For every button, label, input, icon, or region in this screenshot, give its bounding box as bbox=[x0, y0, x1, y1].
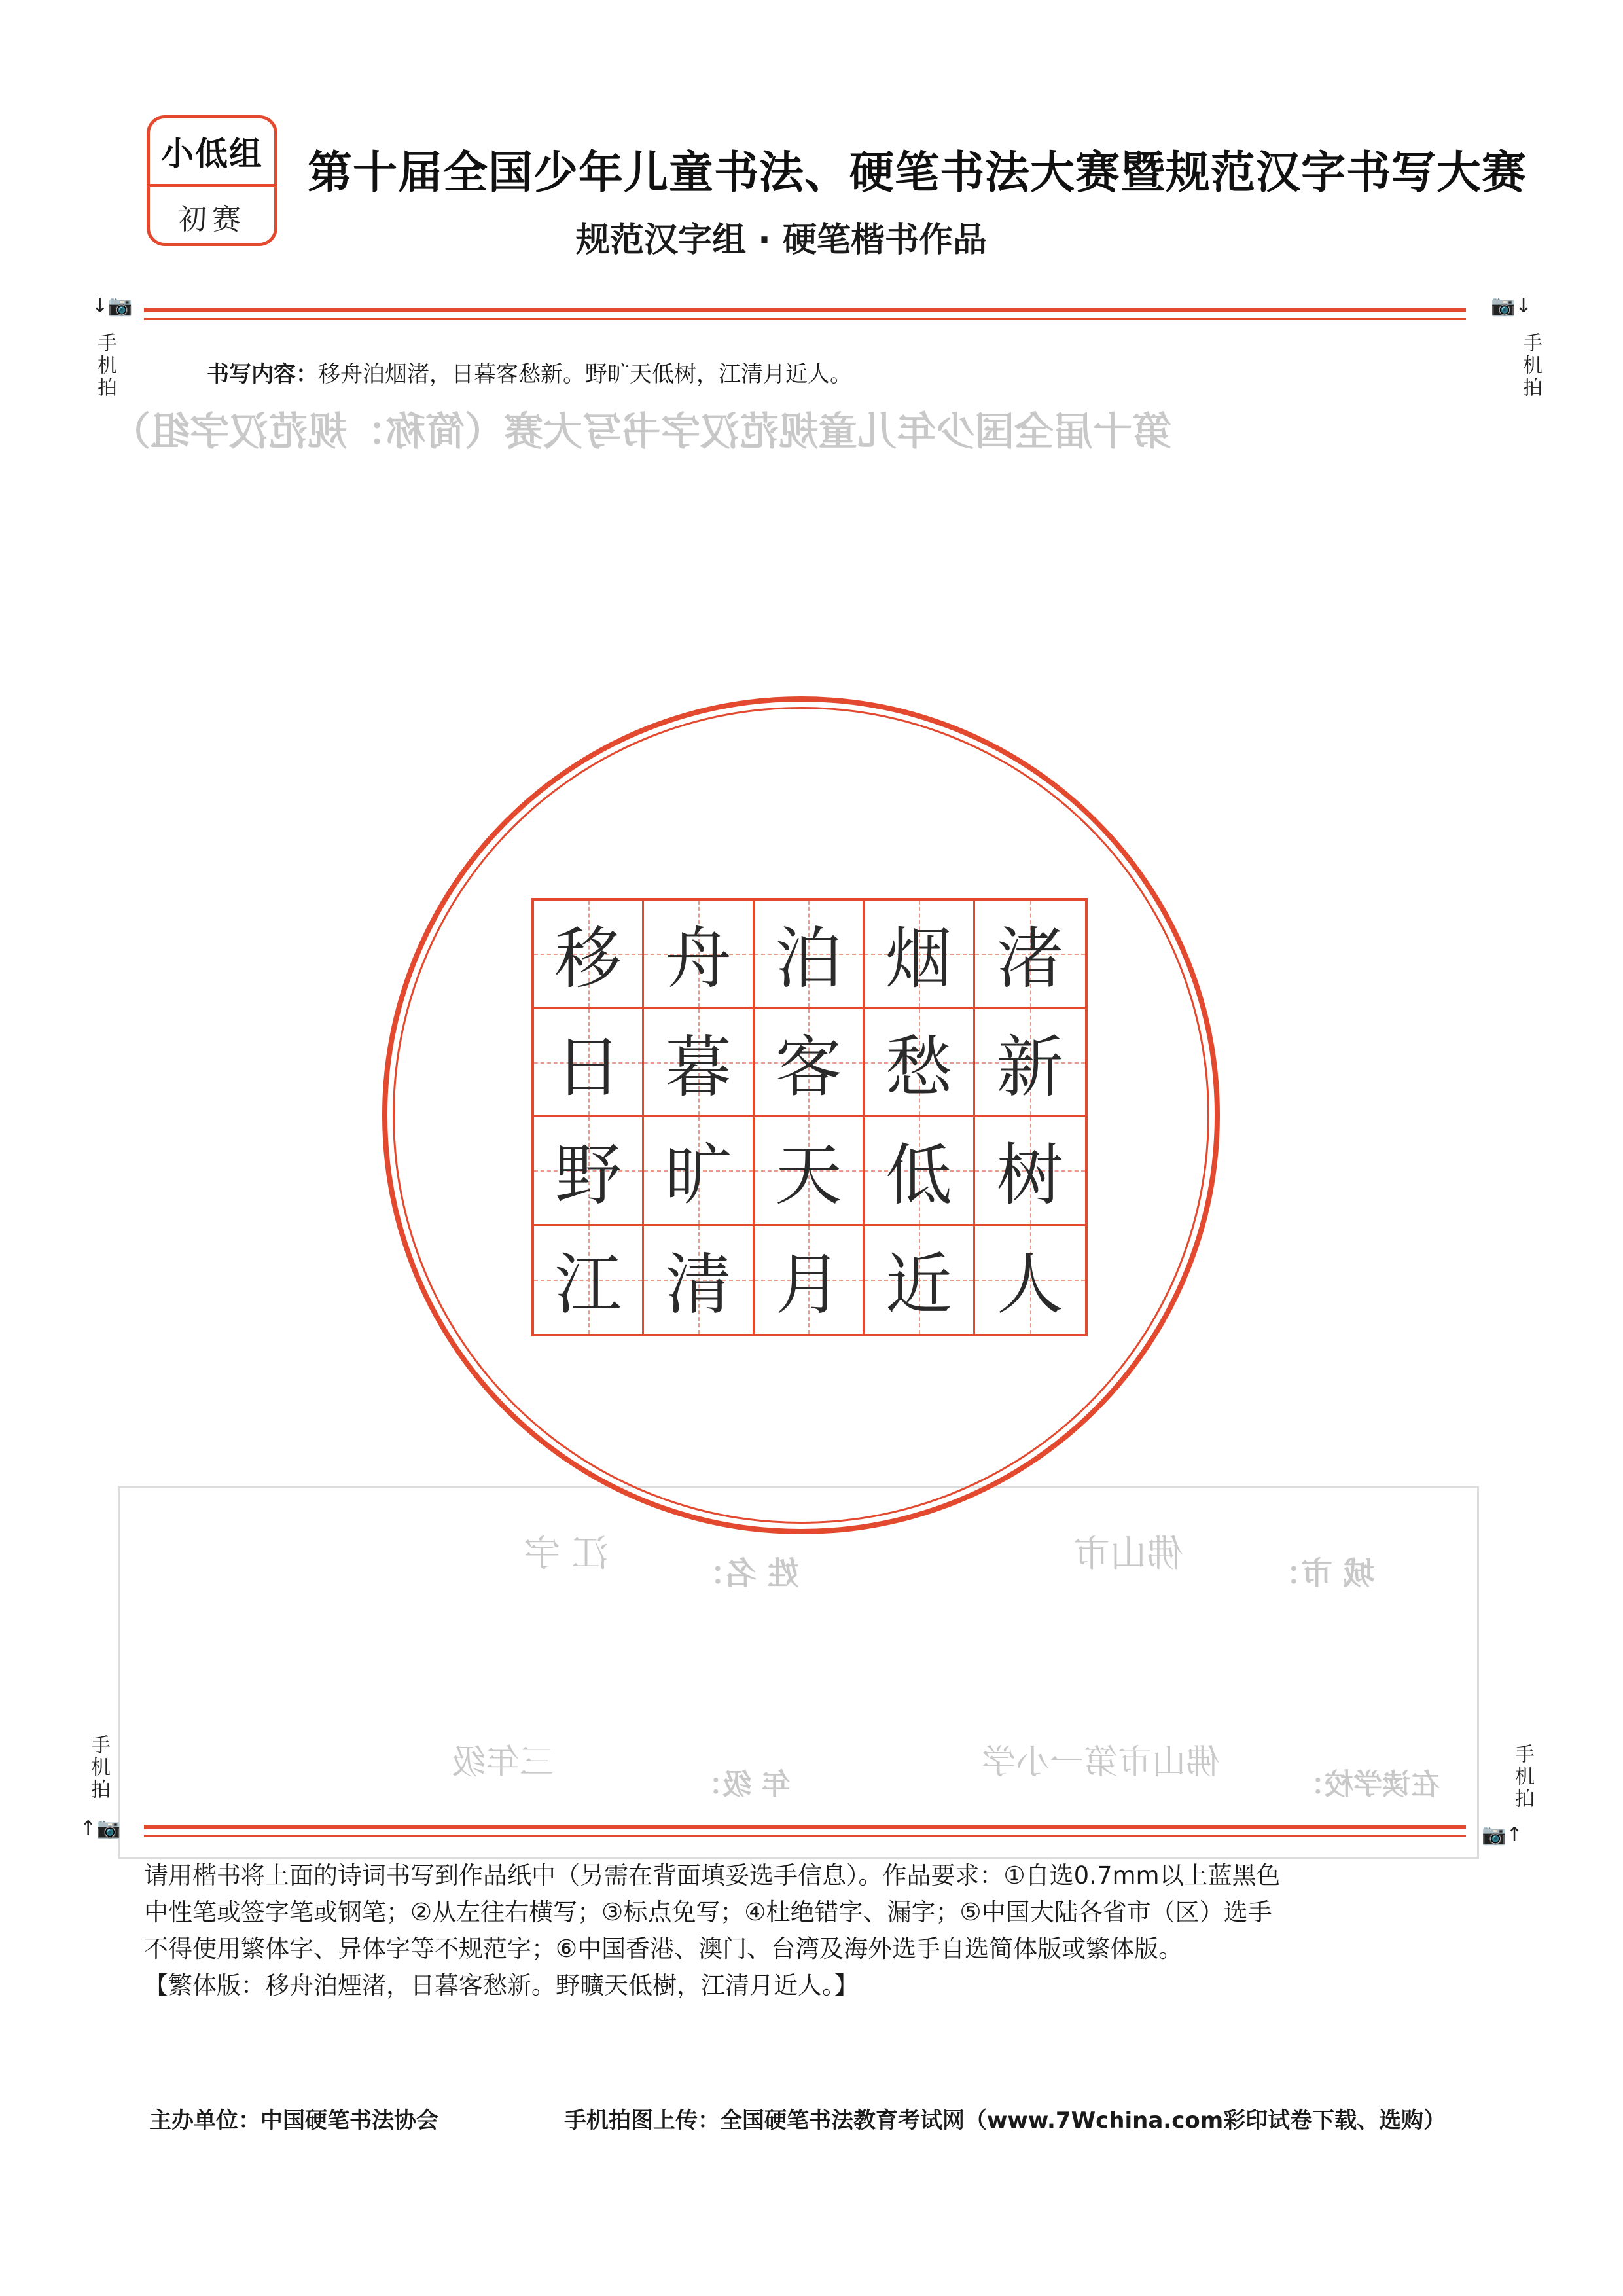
show-through-grade-label: 年 级： bbox=[694, 1768, 791, 1801]
grid-char: 泊 bbox=[775, 920, 842, 999]
phone-photo-label-right-bottom: 手机拍 bbox=[1511, 1744, 1534, 1810]
grid-cell bbox=[534, 901, 644, 1009]
grid-cell bbox=[865, 901, 974, 1009]
requirements-line: 中性笔或签字笔或钢笔；②从左往右横写；③标点免写；④杜绝错字、漏字；⑤中国大陆各省市（区）选手 bbox=[144, 1898, 1272, 1926]
grid-char: 月 bbox=[775, 1246, 842, 1325]
camera-icon: ↑📷 bbox=[80, 1817, 121, 1840]
writing-grid bbox=[531, 898, 1088, 1336]
upload-info: 手机拍图上传：全国硬笔书法教育考试网（www.7Wchina.com彩印试卷下载、选购） bbox=[564, 2108, 1446, 2134]
grid-cell bbox=[644, 1226, 754, 1335]
grid-char: 人 bbox=[996, 1246, 1063, 1325]
grid-char: 渚 bbox=[996, 920, 1063, 999]
show-through-title: 第十届全国少年儿童规范汉字书写大赛（简称：规范汉字组） bbox=[111, 409, 1171, 455]
show-through-info-box bbox=[118, 1486, 1479, 1859]
grid-char: 烟 bbox=[885, 920, 952, 999]
grid-cell bbox=[644, 901, 754, 1009]
writing-content bbox=[207, 356, 852, 388]
phone-photo-label-left-bottom: 手机拍 bbox=[87, 1734, 110, 1801]
grid-char: 暮 bbox=[665, 1028, 732, 1107]
grid-cell bbox=[534, 1117, 644, 1226]
grid-char: 近 bbox=[885, 1246, 952, 1325]
requirements-line: 不得使用繁体字、异体字等不规范字；⑥中国香港、澳门、台湾及海外选手自选简体版或繁体版。 bbox=[144, 1935, 1183, 1963]
grid-cell bbox=[755, 1009, 865, 1118]
grid-char: 旷 bbox=[665, 1137, 732, 1215]
show-through-school-value: 佛山市第一小学 bbox=[982, 1743, 1221, 1782]
show-through-city-label: 城 市： bbox=[1270, 1555, 1375, 1592]
grid-char: 清 bbox=[665, 1246, 732, 1325]
top-rule-thin bbox=[144, 318, 1466, 320]
grid-cell bbox=[644, 1117, 754, 1226]
writing-content-label: 书写内容： bbox=[207, 361, 318, 387]
show-through-grade-value: 三年级 bbox=[452, 1743, 554, 1782]
grid-cell bbox=[644, 1009, 754, 1118]
bottom-rule-thin bbox=[144, 1835, 1466, 1837]
group-badge bbox=[147, 115, 277, 246]
grid-char: 江 bbox=[554, 1246, 622, 1325]
grid-cell bbox=[755, 901, 865, 1009]
grid-cell bbox=[755, 1226, 865, 1335]
grid-char: 新 bbox=[996, 1028, 1063, 1107]
grid-char: 树 bbox=[996, 1137, 1063, 1215]
grid-char: 移 bbox=[554, 920, 622, 999]
show-through-school-label: 在读学校： bbox=[1296, 1768, 1440, 1801]
show-through-name-label: 姓 名： bbox=[694, 1555, 799, 1592]
show-through-city-value: 佛山市 bbox=[1073, 1533, 1183, 1575]
grid-char: 舟 bbox=[665, 920, 732, 999]
badge-group-label: 小低组 bbox=[150, 118, 274, 187]
grid-cell bbox=[755, 1117, 865, 1226]
grid-cell bbox=[975, 1009, 1085, 1118]
camera-icon: 📷↓ bbox=[1491, 295, 1532, 317]
grid-cell bbox=[534, 1009, 644, 1118]
camera-icon: 📷↑ bbox=[1482, 1823, 1523, 1846]
grid-cell bbox=[865, 1226, 974, 1335]
page-title: 第十届全国少年儿童书法、硬笔书法大赛暨规范汉字书写大赛 bbox=[308, 147, 1527, 199]
grid-char: 客 bbox=[775, 1028, 842, 1107]
grid-char: 天 bbox=[775, 1137, 842, 1215]
badge-round-label: 初赛 bbox=[178, 203, 246, 236]
phone-photo-label-left-top: 手机拍 bbox=[94, 332, 116, 399]
grid-char: 愁 bbox=[885, 1028, 952, 1107]
top-rule bbox=[144, 308, 1466, 312]
grid-cell bbox=[975, 1226, 1085, 1335]
writing-content-text: 移舟泊烟渚，日暮客愁新。野旷天低树，江清月近人。 bbox=[318, 361, 852, 387]
grid-cell bbox=[975, 1117, 1085, 1226]
camera-icon: ↓📷 bbox=[92, 295, 133, 317]
grid-cell bbox=[865, 1009, 974, 1118]
grid-char: 野 bbox=[554, 1137, 622, 1215]
requirements-text bbox=[144, 1857, 1472, 2004]
grid-char: 日 bbox=[554, 1028, 622, 1107]
grid-char: 低 bbox=[885, 1137, 952, 1215]
bottom-rule bbox=[144, 1825, 1466, 1829]
organizer-label: 主办单位：中国硬笔书法协会 bbox=[149, 2108, 438, 2134]
phone-photo-label-right-top: 手机拍 bbox=[1519, 332, 1542, 399]
requirements-line: 请用楷书将上面的诗词书写到作品纸中（另需在背面填妥选手信息）。作品要求：①自选0.7mm以上蓝黑色 bbox=[144, 1861, 1281, 1890]
grid-cell bbox=[865, 1117, 974, 1226]
show-through-name-value: 江 宇 bbox=[524, 1533, 609, 1575]
grid-cell bbox=[975, 901, 1085, 1009]
traditional-version: 【繁体版：移舟泊煙渚，日暮客愁新。野曠天低樹，江清月近人。】 bbox=[144, 1971, 859, 2000]
page-subtitle: 规范汉字组 · 硬笔楷书作品 bbox=[576, 221, 987, 260]
grid-cell bbox=[534, 1226, 644, 1335]
